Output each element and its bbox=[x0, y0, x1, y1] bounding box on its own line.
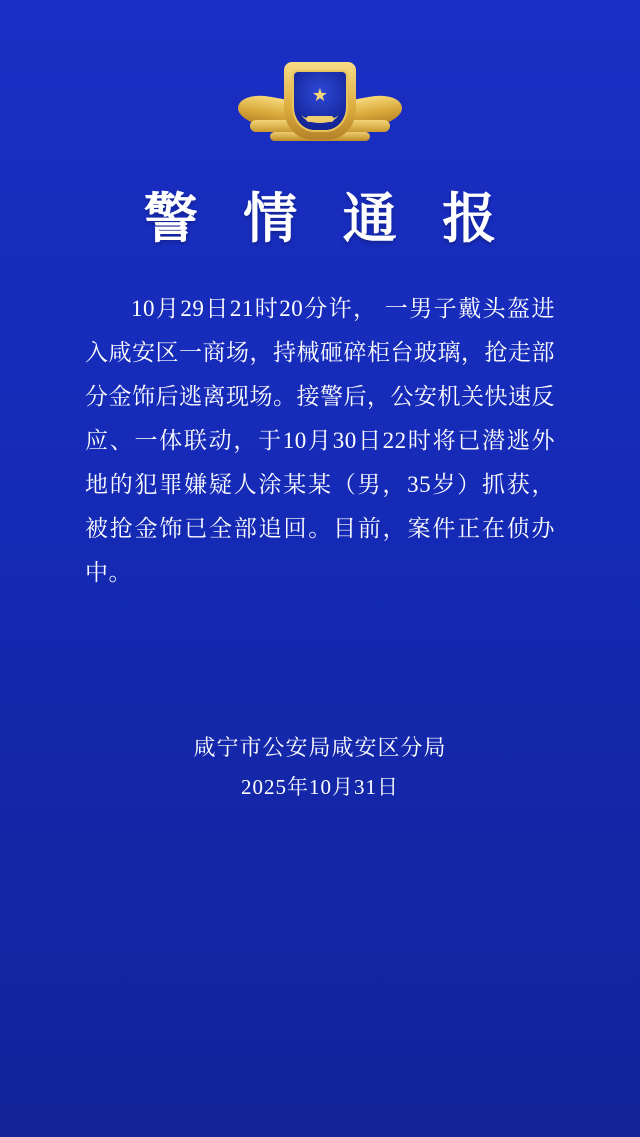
page-title: 警 情 通 报 bbox=[143, 189, 513, 249]
notice-body-text: 10月29日21时20分许， 一男子戴头盔进入咸安区一商场，持械砸碎柜台玻璃，抢走部分金饰后逃离现场。接警后，公安机关快速反应、一体联动，于10月30日22时将已潜逃外地的犯罪嫌疑人涂某某（男，35岁）抓获，被抢金饰已全部追回。目前，案件正在侦办中。 bbox=[85, 296, 555, 585]
china-police-badge-icon bbox=[236, 58, 404, 150]
badge-star-icon: ★ bbox=[311, 85, 329, 105]
emblem-container bbox=[0, 0, 640, 150]
issue-date: 2025年10月31日 bbox=[241, 775, 399, 799]
badge-shield bbox=[284, 62, 356, 140]
issuing-authority: 咸宁市公安局咸安区分局 bbox=[193, 735, 447, 760]
badge-base bbox=[306, 116, 334, 122]
badge-shield-inner bbox=[292, 70, 348, 132]
